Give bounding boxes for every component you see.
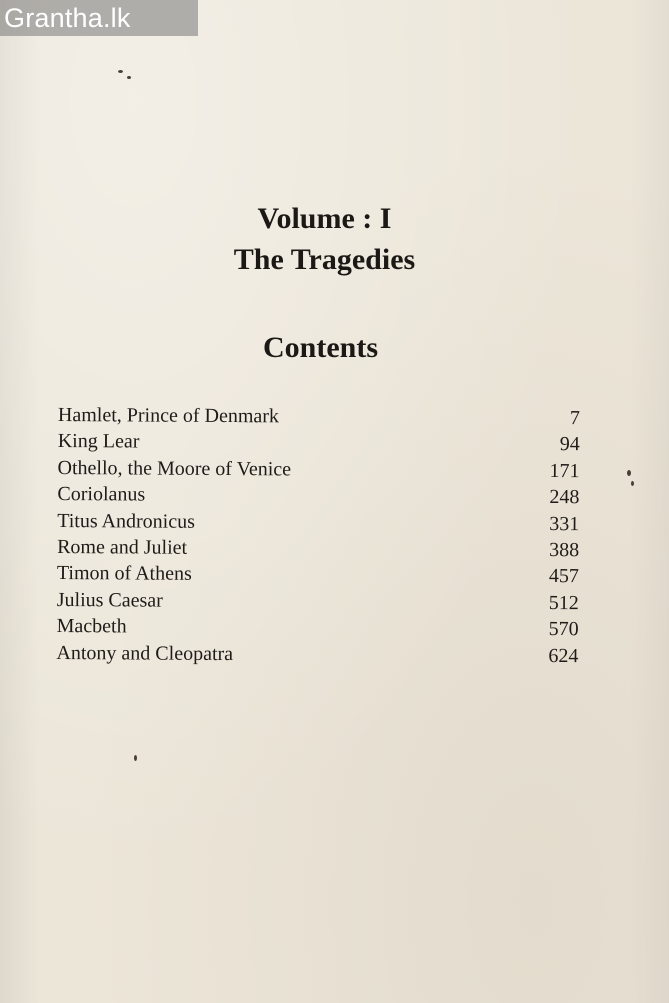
site-watermark: Grantha.lk (0, 0, 198, 36)
toc-entry (58, 428, 580, 458)
contents-heading: Contents (262, 331, 378, 364)
toc-entry-title: Hamlet, Prince of Denmark (57, 403, 280, 428)
toc-entry-page: 171 (549, 459, 580, 482)
paper-speck (134, 755, 137, 761)
volume-subtitle: The Tragedies (233, 243, 416, 276)
toc-entry-title: Timon of Athens (56, 562, 192, 586)
paper-speck (627, 470, 631, 476)
toc-entry (56, 640, 578, 670)
toc-entry-title: Macbeth (56, 615, 127, 638)
toc-entry-title: Rome and Juliet (57, 535, 188, 559)
toc-entry (57, 481, 579, 511)
paper-speck (118, 70, 123, 73)
toc-entry-page: 624 (548, 644, 579, 667)
toc-entry (57, 508, 579, 538)
toc-entry (57, 613, 579, 643)
toc-entry (58, 402, 580, 432)
toc-entry (57, 587, 579, 617)
toc-entry (57, 534, 579, 564)
table-of-contents (56, 402, 580, 669)
toc-entry-title: Antony and Cleopatra (56, 641, 234, 665)
toc-entry-title: Julius Caesar (56, 588, 163, 612)
toc-entry-page: 457 (548, 565, 580, 588)
toc-entry-page: 512 (548, 591, 579, 614)
toc-entry-page: 248 (549, 486, 580, 509)
toc-entry-title: Othello, the Moore of Venice (57, 456, 292, 481)
paper-speck (127, 76, 131, 79)
toc-entry-title: Titus Andronicus (57, 509, 195, 533)
toc-entry-title: Coriolanus (57, 483, 146, 506)
volume-title: Volume : I (257, 202, 392, 235)
toc-entry-title: King Lear (57, 430, 140, 453)
toc-entry-page: 388 (549, 538, 580, 562)
toc-entry-page: 94 (559, 433, 580, 456)
toc-entry-page: 7 (569, 407, 580, 430)
toc-entry-page: 570 (548, 618, 579, 641)
toc-entry-page: 331 (549, 512, 580, 535)
toc-entry (58, 455, 580, 485)
paper-speck (631, 481, 634, 486)
toc-entry (57, 560, 579, 590)
